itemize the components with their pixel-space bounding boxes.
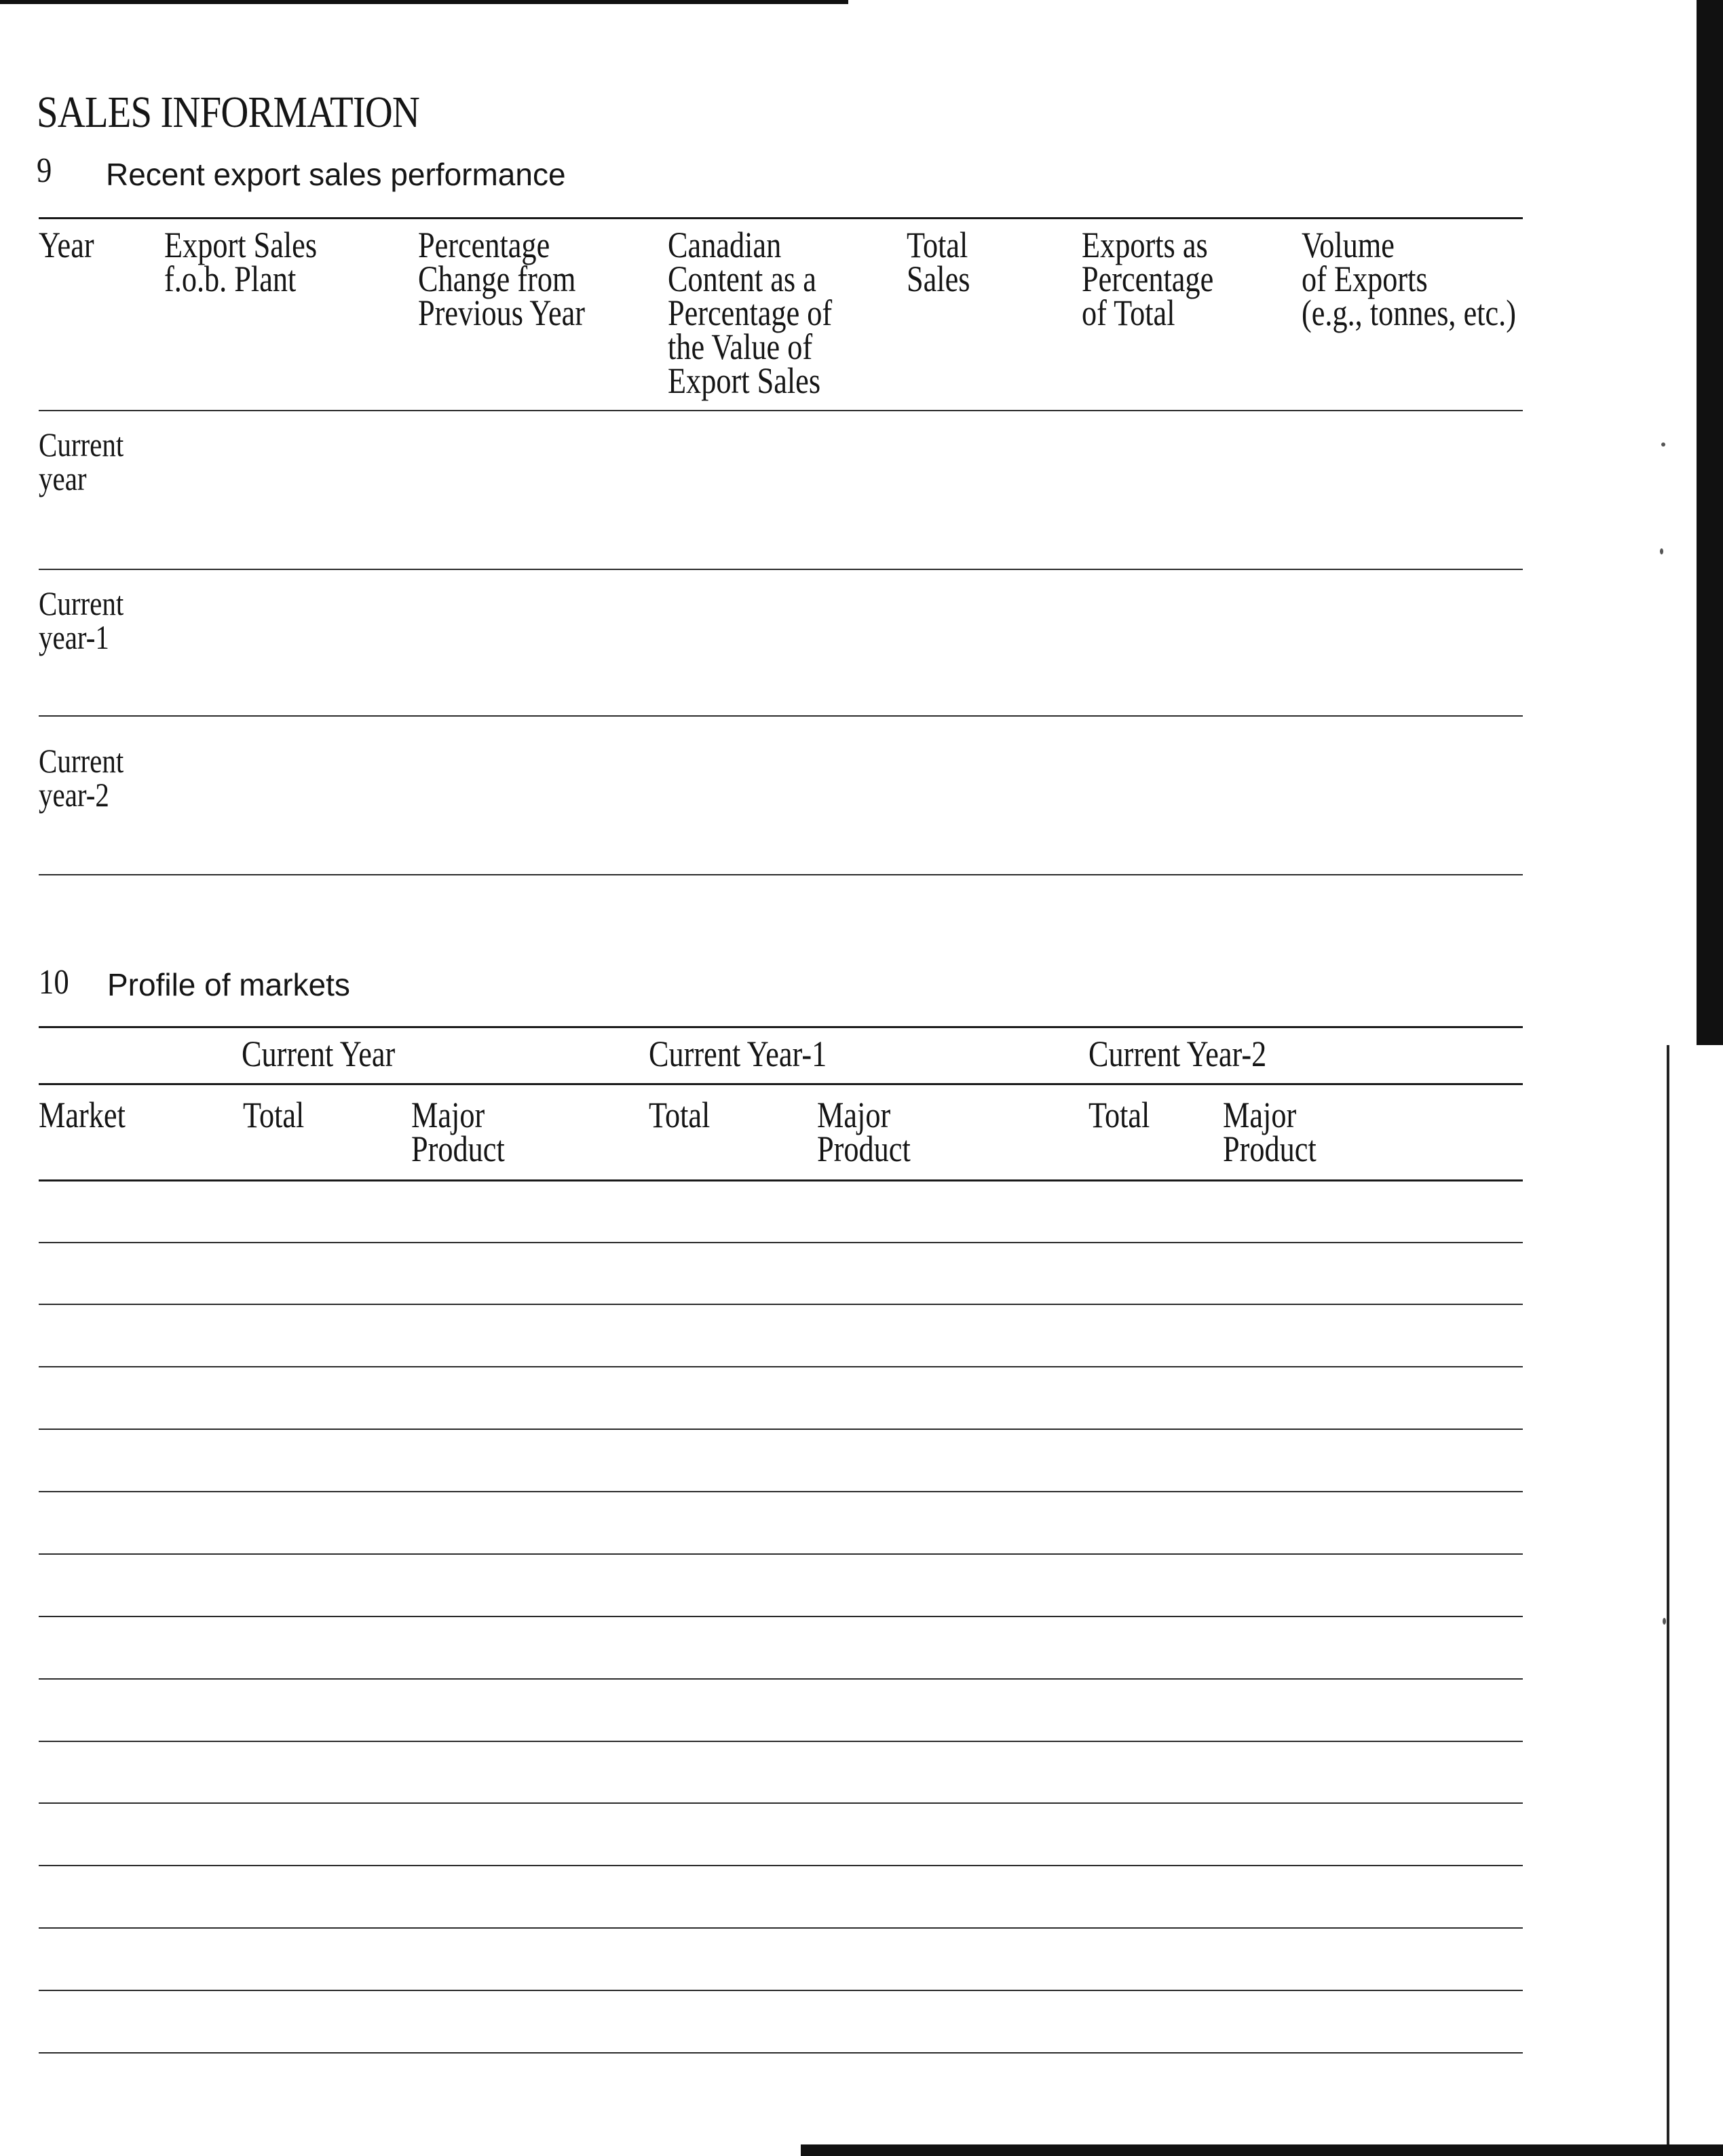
form-blank-line	[39, 1553, 1523, 1555]
table-9-top-rule	[39, 217, 1523, 219]
col-header-major-product: Major Product	[411, 1095, 505, 1169]
form-blank-line	[39, 1491, 1523, 1492]
group-header-current-year-2: Current Year-2	[1088, 1034, 1267, 1074]
col-header-percentage-change: Percentage Change from Previous Year	[418, 225, 586, 333]
col-header-total: Total	[649, 1095, 711, 1135]
scan-edge-right	[1697, 0, 1723, 1045]
form-blank-line	[39, 1927, 1523, 1929]
form-blank-line	[39, 1304, 1523, 1305]
scan-edge-bottom	[801, 2144, 1723, 2156]
page-title: SALES INFORMATION	[37, 88, 420, 137]
section-9-title: Recent export sales performance	[106, 157, 566, 192]
scan-edge-top	[0, 0, 848, 4]
table-9-row-rule	[39, 715, 1523, 717]
col-header-export-sales: Export Sales f.o.b. Plant	[164, 225, 318, 299]
row-label-current-year: Current year	[39, 425, 124, 497]
group-header-current-year: Current Year	[242, 1034, 396, 1074]
form-blank-line	[39, 1616, 1523, 1617]
table-10-header-rule	[39, 1179, 1523, 1181]
table-9-bottom-rule	[39, 874, 1523, 875]
col-header-total-sales: Total Sales	[907, 225, 970, 299]
scan-speck	[1660, 548, 1663, 554]
scan-speck	[1661, 442, 1665, 447]
form-blank-line	[39, 1802, 1523, 1804]
col-header-major-product: Major Product	[817, 1095, 911, 1169]
row-label-current-year-2: Current year-2	[39, 742, 124, 814]
col-header-total: Total	[243, 1095, 305, 1135]
form-blank-line	[39, 1366, 1523, 1367]
row-label-current-year-1: Current year-1	[39, 584, 124, 656]
section-9-number: 9	[37, 151, 52, 190]
form-blank-line	[39, 1741, 1523, 1742]
scan-edge-right-line	[1667, 1045, 1669, 2156]
form-blank-line	[39, 1865, 1523, 1866]
col-header-total: Total	[1088, 1095, 1150, 1135]
form-blank-line	[39, 1990, 1523, 1991]
col-header-exports-percentage: Exports as Percentage of Total	[1082, 225, 1214, 333]
col-header-market: Market	[39, 1095, 126, 1135]
table-9-header-rule	[39, 410, 1523, 411]
col-header-year: Year	[39, 225, 94, 265]
scan-speck	[1663, 1618, 1666, 1625]
form-blank-line	[39, 2052, 1523, 2054]
section-10-number: 10	[39, 963, 69, 1002]
table-9-row-rule	[39, 569, 1523, 570]
table-10-top-rule	[39, 1026, 1523, 1028]
table-10-group-rule	[39, 1083, 1523, 1085]
form-blank-line	[39, 1242, 1523, 1243]
form-blank-line	[39, 1429, 1523, 1430]
col-header-major-product: Major Product	[1223, 1095, 1317, 1169]
form-blank-line	[39, 1678, 1523, 1680]
col-header-volume-of-exports: Volume of Exports (e.g., tonnes, etc.)	[1302, 225, 1516, 333]
section-10-title: Profile of markets	[107, 967, 350, 1002]
group-header-current-year-1: Current Year-1	[649, 1034, 827, 1074]
col-header-canadian-content: Canadian Content as a Percentage of the Value of Export Sales	[668, 225, 833, 401]
